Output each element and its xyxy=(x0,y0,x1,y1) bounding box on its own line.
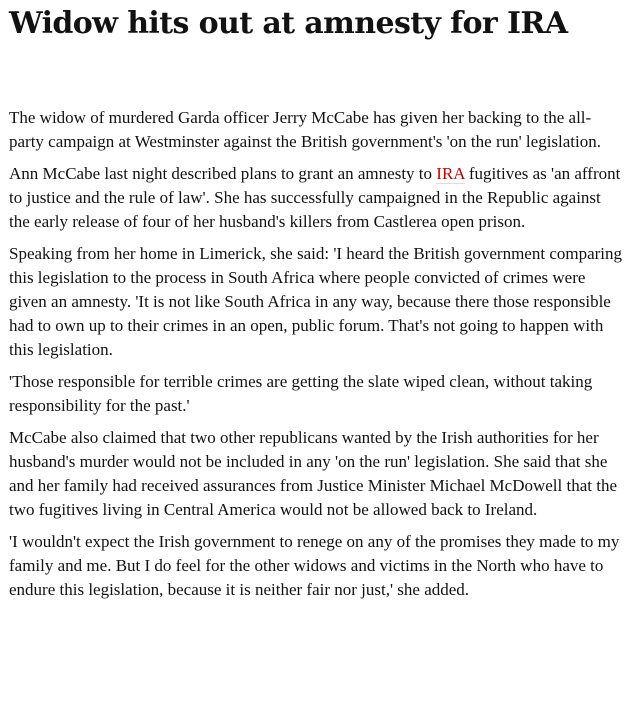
article xyxy=(9,0,625,610)
paragraph-2-text-after: fugitives as 'an affront to justice and the rule of law'. She has successfully campaigned in the Republic against the early release of four of her husband's killers from Castlerea open prison. xyxy=(9,164,621,231)
article-headline: Widow hits out at amnesty for IRA xyxy=(9,6,568,41)
article-body xyxy=(9,106,625,602)
paragraph-1: The widow of murdered Garda officer Jerry McCabe has given her backing to the all-party campaign at Westminster against the British government's 'on the run' legislation. xyxy=(9,108,601,151)
paragraph-4: 'Those responsible for terrible crimes are getting the slate wiped clean, without taking responsibility for the past.' xyxy=(9,372,593,415)
paragraph-6: 'I wouldn't expect the Irish government to renege on any of the promises they made to my family and me. But I do feel for the other widows and victims in the North who have to endure this legislation, because it is neither fair nor just,' she added. xyxy=(9,532,620,599)
paragraph-2 xyxy=(9,162,625,234)
paragraph-2-text-before: Ann McCabe last night described plans to grant an amnesty to xyxy=(9,164,437,183)
paragraph-3: Speaking from her home in Limerick, she said: 'I heard the British government comparing this legislation to the process in South Africa where people convicted of crimes were given an amnesty. 'It is not like South Africa in any way, because there those responsible had to own up to their crimes in an open, public forum. That's not going to happen with this legislation. xyxy=(9,244,623,359)
ira-link[interactable]: IRA xyxy=(436,164,465,183)
paragraph-5: McCabe also claimed that two other republicans wanted by the Irish authorities for her husband's murder would not be included in any 'on the run' legislation. She said that she and her family had received assurances from Justice Minister Michael McDowell that the two fugitives living in Central America would not be allowed back to Ireland. xyxy=(9,428,618,519)
